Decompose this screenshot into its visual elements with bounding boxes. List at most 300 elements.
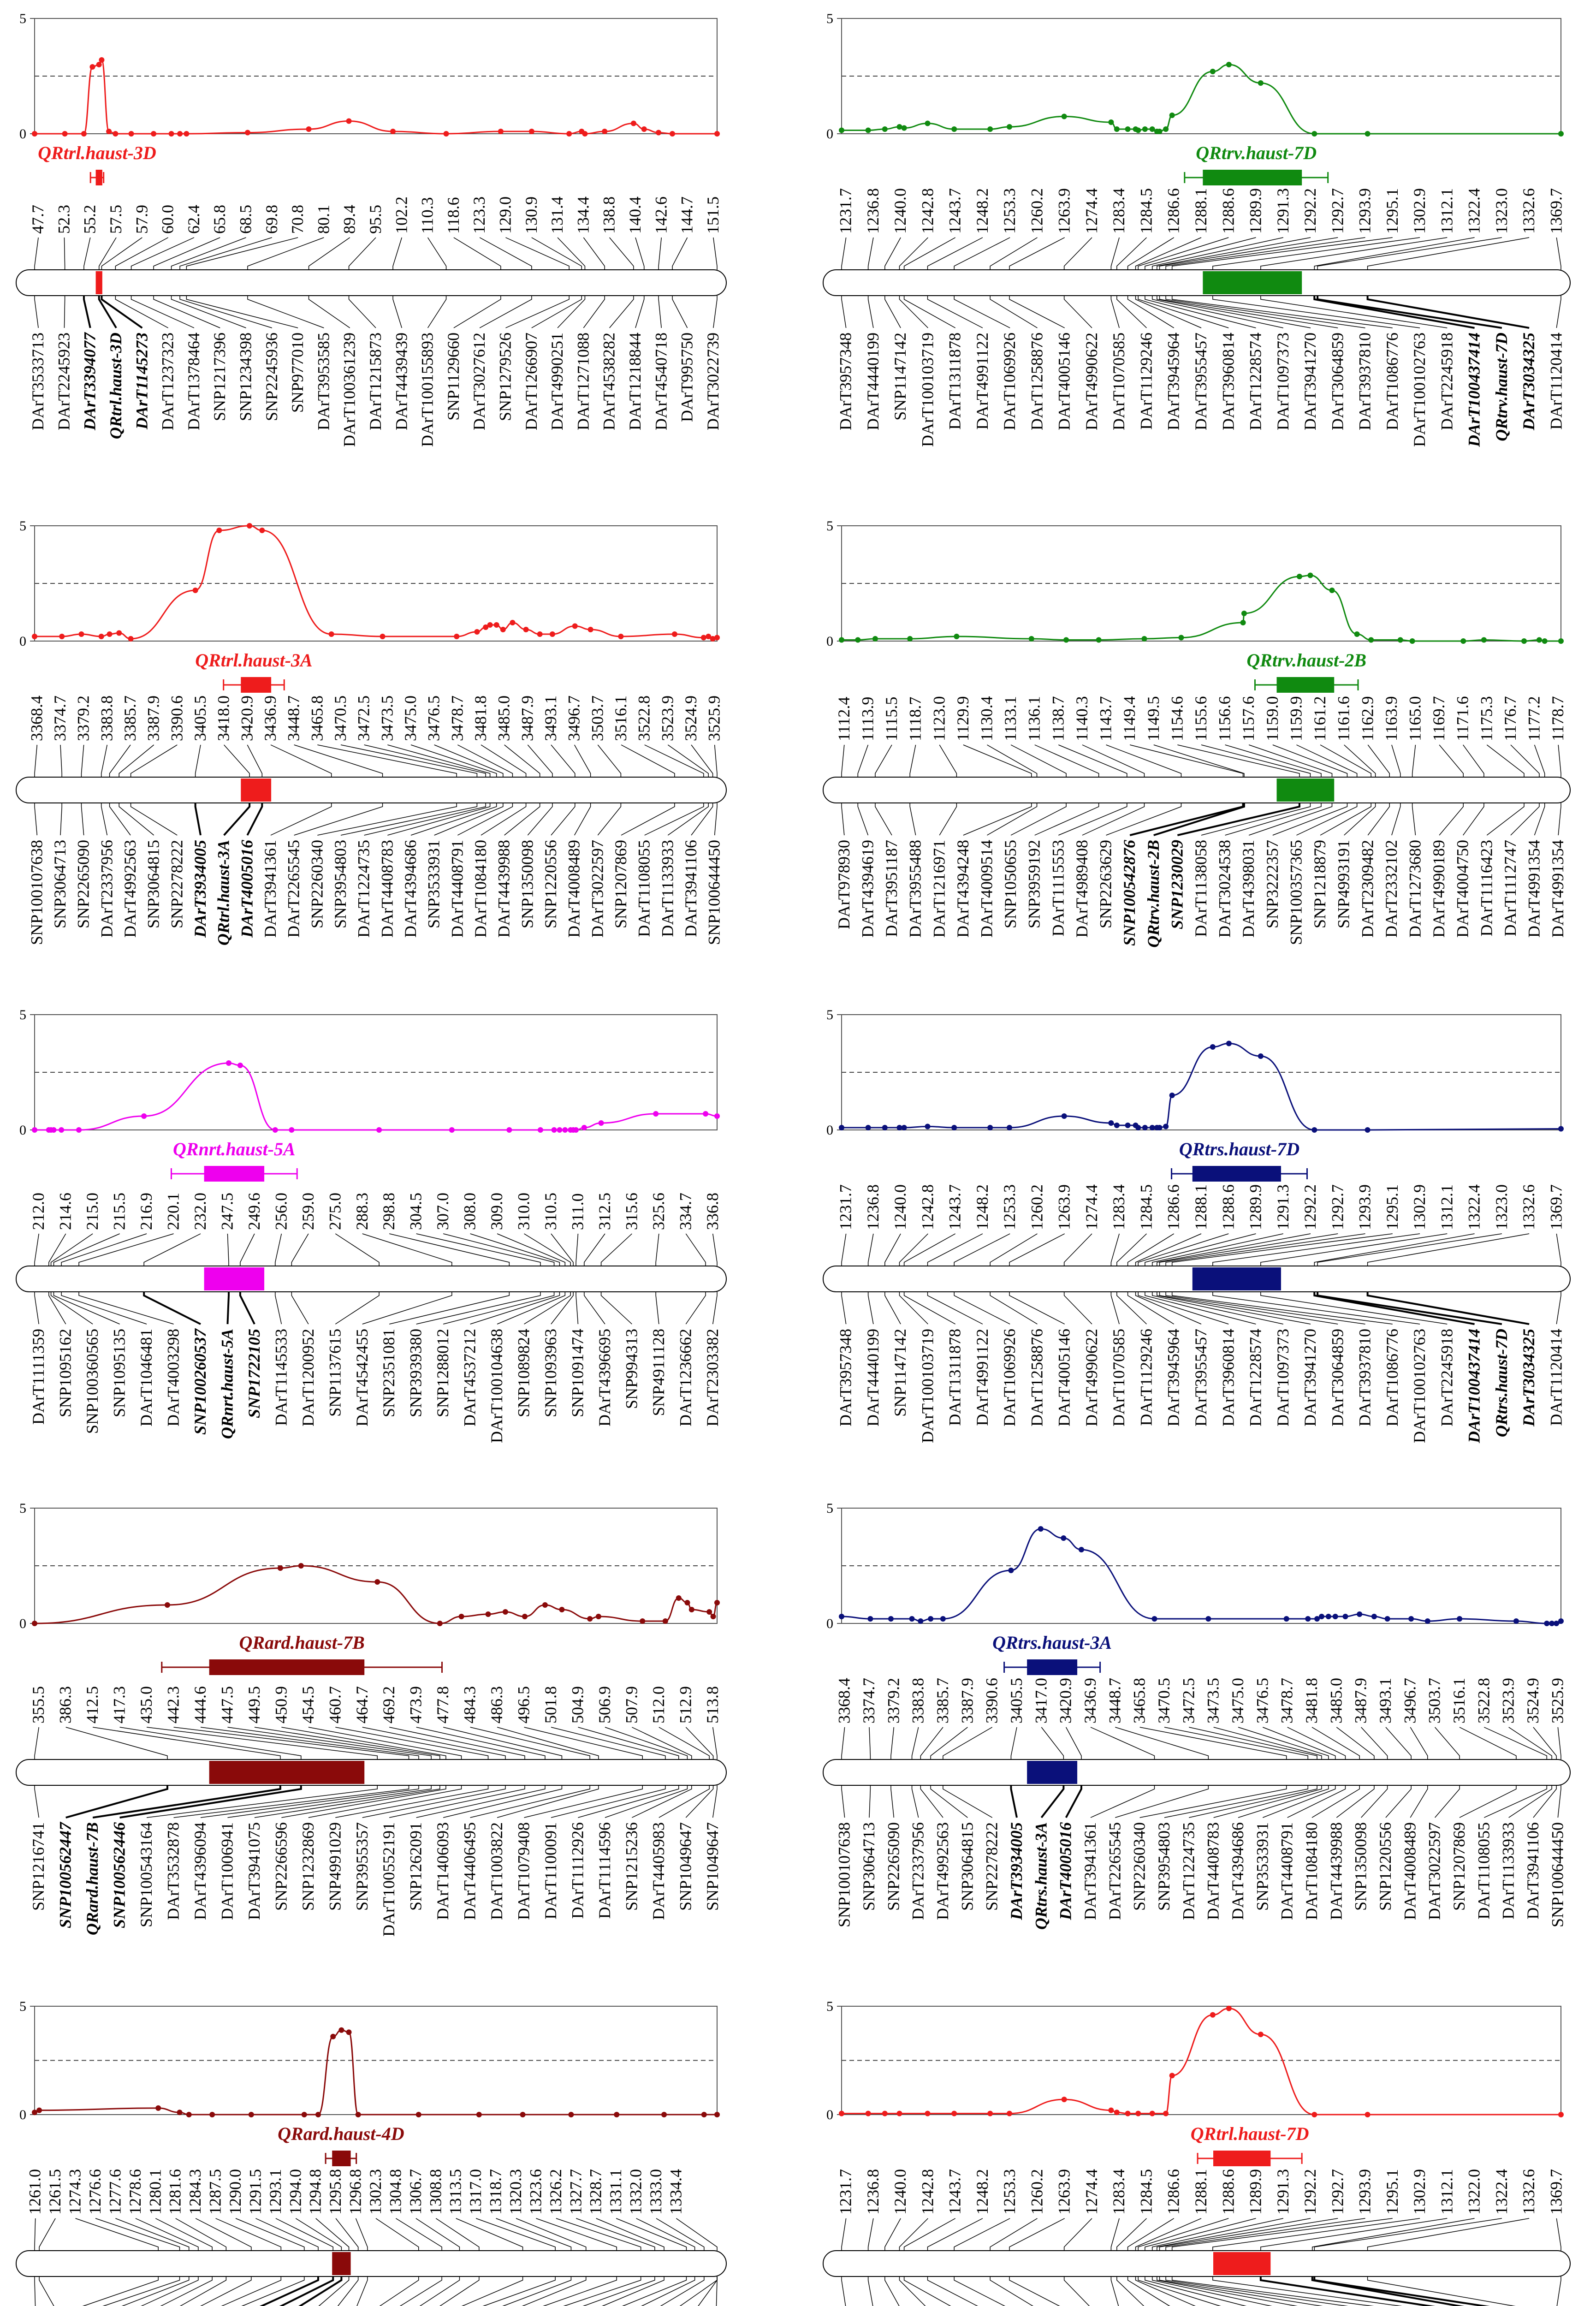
y-tick-label: 0 [826,2107,833,2122]
marker-leader [247,745,262,777]
marker-leader [1556,238,1561,270]
marker-name: DArT4990251 [548,333,567,430]
marker-position: 3374.7 [51,695,69,741]
chromosome [16,270,726,296]
lod-point [494,622,499,628]
marker-name: SNP1049647 [676,1822,695,1911]
marker-leader [576,1292,578,1324]
qtl-marker-label: QRtrs.haust-7D [1492,1329,1511,1438]
marker-leader [224,745,249,777]
marker-position: 275.0 [326,1193,344,1230]
marker-leader [990,1234,1037,1266]
marker-position: 1294.0 [286,2169,305,2215]
marker-name: DArT100552191 [380,1822,398,1937]
marker-leader [990,1292,1037,1324]
marker-position: 1243.7 [945,188,964,234]
marker-position: 310.5 [541,1193,560,1230]
marker-position: 3481.8 [1302,1678,1321,1724]
marker-name: DArT1258876 [1027,333,1046,430]
lod-point [113,131,118,137]
marker-position: 1253.3 [1000,2169,1019,2215]
marker-leader [35,2276,36,2306]
marker-leader [176,2218,226,2251]
lod-point [653,1111,659,1117]
lod-point [1142,126,1148,132]
lod-point [1558,638,1564,644]
marker-position: 3503.7 [1425,1678,1444,1724]
marker-position: 1288.1 [1192,1184,1210,1230]
marker-leader [899,1292,928,1324]
marker-leader [35,2218,36,2251]
marker-position: 1302.9 [1410,1184,1429,1230]
marker-leader [64,238,65,270]
marker-name: DArT4008489 [564,840,583,938]
marker-leader [1238,1727,1329,1759]
marker-position: 3524.9 [1524,1678,1542,1724]
marker-position: 1291.3 [1273,1184,1292,1230]
lod-point [1240,620,1246,625]
marker-leader [676,2276,717,2306]
lod-point [1169,113,1175,118]
marker-position: 3472.5 [1179,1678,1198,1724]
lod-point [1326,1614,1331,1619]
marker-leader [248,238,324,270]
marker-name: DArT100361239 [340,333,359,447]
marker-leader [713,296,717,328]
lod-point [237,1063,243,1068]
marker-position: 3465.8 [308,695,326,741]
marker-name: DArT2332102 [1382,840,1400,938]
marker-position: 1129.9 [953,696,972,741]
marker-position: 3476.5 [1253,1678,1272,1724]
marker-position: 1154.6 [1168,696,1187,741]
marker-leader [119,803,154,835]
marker-leader [939,803,956,835]
lod-point [1398,637,1403,643]
marker-position: 3379.2 [884,1678,903,1724]
lod-point [1125,2111,1131,2116]
marker-leader [411,745,497,777]
marker-position: 3485.0 [1327,1678,1346,1724]
marker-name: SNP3939380 [406,1329,425,1418]
marker-leader [954,238,1010,270]
marker-position: 298.8 [380,1193,398,1230]
marker-position: 3465.8 [1130,1678,1149,1724]
marker-name: DArT3953585 [314,333,333,430]
chromosome [16,777,726,803]
marker-position: 247.5 [218,1193,237,1230]
lod-curve [35,1566,717,1623]
marker-leader [656,1234,659,1266]
lod-point [1365,2112,1371,2117]
marker-name: SNP1279526 [496,333,515,422]
marker-position: 1289.9 [1246,188,1265,234]
marker-leader [1386,1785,1411,1818]
marker-leader [1011,745,1066,777]
marker-position: 62.4 [184,205,203,234]
lod-point [184,131,189,137]
marker-leader [842,745,844,777]
marker-leader [236,2218,304,2251]
marker-position: 1288.6 [1219,1184,1238,1230]
lod-point [706,1609,712,1615]
lod-point [550,631,555,637]
marker-leader [713,1292,717,1324]
marker-leader [1558,745,1561,777]
marker-leader [598,745,621,777]
lod-point [987,2111,993,2116]
lod-point [1141,636,1147,642]
marker-leader [35,296,38,328]
marker-position: 131.4 [548,196,567,234]
lod-point [209,2112,215,2117]
marker-leader [869,1785,870,1818]
chromosome-qtl-region [209,1761,365,1784]
marker-position: 1260.2 [1027,2169,1046,2215]
marker-leader [868,2218,873,2251]
marker-name: DArT1069926 [1000,1329,1019,1426]
marker-leader [224,803,249,835]
marker-leader [939,745,956,777]
qtl-title: QRnrt.haust-5A [173,1139,296,1159]
y-tick-label: 0 [19,634,26,649]
marker-position: 1274.3 [65,2169,84,2215]
marker-position: 1302.3 [366,2169,385,2215]
marker-leader [1164,1727,1308,1759]
lod-point [216,528,222,533]
marker-name: DArT4394686 [401,840,420,938]
lod-point [529,129,534,134]
lod-curve [842,1529,1561,1623]
marker-leader [899,238,928,270]
marker-leader [598,803,621,835]
marker-position: 1306.7 [406,2169,425,2215]
marker-position: 3503.7 [588,695,607,741]
marker-name: DArT1138058 [1192,840,1210,937]
lod-point [1521,638,1527,644]
lod-point [390,129,396,134]
marker-position: 220.1 [164,1193,183,1230]
marker-leader [416,1234,540,1266]
qtl-title: QRtrl.haust-3A [195,650,313,671]
marker-position: 1248.2 [973,2169,991,2215]
marker-name: DArT1200952 [298,1329,317,1426]
marker-leader [858,803,868,835]
marker-leader [1082,745,1145,777]
lod-curve [35,2030,717,2115]
marker-name: DArT3951187 [882,840,901,937]
marker-position: 1287.5 [206,2169,225,2215]
marker-name: DArT1218844 [625,333,644,430]
lod-point [128,636,134,642]
marker-name: DArT3034325 [1519,1329,1538,1427]
marker-leader [1011,1785,1017,1818]
marker-leader [276,2218,333,2251]
marker-position: 3473.5 [1204,1678,1222,1724]
marker-name: DArT3532878 [164,1822,183,1920]
marker-position: 1291.3 [1273,188,1292,234]
marker-name: DArT1129246 [1137,333,1156,430]
marker-name: SNP1137615 [326,1329,344,1417]
marker-position: 3374.7 [860,1678,878,1724]
lod-point [1319,1614,1324,1619]
marker-leader [954,2276,1010,2306]
marker-name: DArT2303382 [703,1329,722,1426]
marker-position: 1155.6 [1192,696,1210,741]
marker-name: DArT4439439 [392,333,411,430]
lod-point [640,1618,645,1624]
marker-leader [428,238,446,270]
marker-leader [470,1234,560,1266]
marker-position: 1322.4 [1492,2169,1511,2215]
marker-position: 102.2 [392,196,411,234]
marker-position: 1178.7 [1549,696,1567,741]
marker-leader [1509,1727,1552,1759]
lod-point [259,528,265,533]
marker-leader [291,1292,308,1324]
lod-point [1007,2111,1012,2116]
lod-point [614,2112,619,2117]
marker-leader [1066,1727,1081,1759]
marker-leader [481,803,526,835]
marker-leader [1160,2218,1338,2251]
marker-position: 1177.2 [1525,696,1543,741]
y-tick-label: 5 [826,1501,833,1516]
marker-name: SNP4991029 [326,1822,344,1911]
marker-leader [899,296,928,328]
y-tick-label: 0 [19,2107,26,2122]
marker-leader [713,1785,717,1818]
lod-point [474,629,480,635]
marker-position: 310.0 [514,1193,533,1230]
marker-name: DArT1311878 [945,1329,964,1426]
marker-leader [335,1292,379,1324]
marker-name: DArT100103719 [918,1329,937,1443]
marker-position: 1308.8 [426,2169,445,2215]
lod-point [62,131,68,137]
marker-leader [1064,2218,1092,2251]
marker-position: 334.7 [676,1193,695,1230]
lod-point [1007,1125,1012,1130]
marker-position: 3487.9 [518,695,537,741]
marker-leader [176,2276,226,2306]
marker-name: DArT1145533 [272,1329,291,1426]
chromosome [823,1759,1570,1785]
lod-point [866,128,871,133]
marker-name: SNP2260340 [308,840,326,929]
marker-position: 3379.2 [74,695,93,741]
chromosome-qtl-region [332,2252,350,2275]
marker-position: 89.4 [340,205,359,234]
marker-leader [686,1292,706,1324]
marker-name: DArT100102763 [1410,333,1429,447]
marker-leader [885,2218,901,2251]
marker-name: DArT4405983 [649,1822,668,1920]
chromosome-qtl-region [1027,1761,1077,1784]
marker-leader [1172,2218,1393,2251]
marker-leader [1435,1727,1460,1759]
marker-leader [1361,1785,1388,1818]
marker-name: DArT4394686 [1228,1822,1247,1920]
marker-leader [35,1292,39,1324]
marker-name: DArT4003298 [164,1329,183,1426]
marker-name: DArT100155893 [418,333,437,447]
marker-position: 232.0 [191,1193,209,1230]
marker-leader [1172,1234,1393,1266]
marker-position: 1263.9 [1055,1184,1074,1230]
marker-leader [115,296,168,328]
lod-curve [842,1044,1561,1130]
marker-leader [35,1727,39,1759]
lod-point [689,1607,694,1612]
lod-point [289,1127,294,1133]
marker-leader [119,745,154,777]
marker-name: DArT1097373 [1273,1329,1292,1426]
marker-name: DArT1228574 [1246,1329,1265,1426]
marker-leader [1261,2276,1447,2306]
marker-name: DArT4408791 [448,840,467,938]
interval-box [1277,677,1335,693]
marker-position: 1293.9 [1355,188,1374,234]
marker-name: DArT978930 [834,840,853,929]
marker-position: 454.5 [298,1686,317,1724]
marker-leader [39,2218,55,2251]
lod-point [116,630,122,636]
lod-point [855,637,860,643]
lod-curve [842,65,1561,134]
marker-position: 216.9 [137,1193,156,1230]
lod-point [278,1565,283,1571]
lod-point [596,1614,601,1619]
lod-point [169,131,174,137]
marker-position: 1333.0 [647,2169,665,2215]
marker-name: DArT2337956 [97,840,116,938]
marker-name: DArT2245918 [1437,1329,1456,1426]
lod-point [32,634,37,639]
lod-point [559,1607,564,1612]
marker-leader [95,2218,180,2251]
marker-leader [516,2218,586,2251]
marker-name: DArT1311878 [945,333,964,430]
marker-leader [227,1234,229,1266]
marker-name: SNP1050655 [1001,840,1020,929]
marker-leader [497,1785,599,1818]
marker-name: SNP100542876 [1120,840,1139,946]
panel-qrnrt-5a [16,1007,726,1443]
lod-point [882,1125,888,1130]
marker-leader [49,1234,66,1266]
marker-name: DArT4992563 [121,840,139,938]
lod-point [376,1127,382,1133]
marker-leader [551,1785,665,1818]
marker-name: DArT4398031 [1239,840,1258,938]
qtl-marker-label: QRtrv.haust-7D [1492,333,1511,441]
marker-position: 506.9 [595,1686,614,1724]
marker-name: DArT3064859 [1328,333,1347,430]
lod-point [896,124,902,130]
marker-leader [696,2276,717,2306]
marker-leader [842,803,844,835]
marker-position: 304.5 [406,1193,425,1230]
marker-leader [294,803,383,835]
marker-leader [1172,296,1393,328]
marker-position: 1322.0 [1465,2169,1483,2215]
marker-position: 1292.2 [1301,2169,1320,2215]
lod-point [587,1616,593,1622]
lod-point [1169,2073,1175,2078]
marker-position: 3385.7 [933,1678,952,1724]
marker-name: DArT1271088 [574,333,593,430]
marker-leader [294,745,383,777]
marker-leader [61,1234,147,1266]
marker-leader [583,296,605,328]
marker-leader [715,803,717,835]
lod-point [1125,1123,1131,1128]
marker-name: SNP2278222 [982,1822,1001,1911]
marker-position: 3476.5 [424,695,443,741]
lod-point [1544,1621,1549,1626]
marker-leader [101,296,142,328]
marker-position: 256.0 [272,1193,291,1230]
marker-position: 1295.1 [1382,2169,1401,2215]
marker-leader [115,238,168,270]
lod-point [1135,128,1141,133]
lod-point [36,2108,42,2113]
lod-point [1425,1618,1430,1624]
marker-position: 3516.1 [1450,1678,1468,1724]
lod-point [888,1616,894,1622]
marker-leader [349,296,376,328]
marker-name: SNP3533931 [1253,1822,1272,1911]
y-tick-label: 0 [19,1123,26,1138]
lod-point [925,2111,931,2116]
marker-leader [1410,1727,1427,1759]
marker-name: DArT1046481 [137,1329,156,1426]
marker-name: DArT1228574 [1246,333,1265,430]
marker-position: 1123.0 [930,696,949,741]
marker-name: DArT100437414 [1465,1329,1483,1444]
panel-qrtrv-7d [823,11,1570,447]
marker-leader [551,745,575,777]
lod-point [711,1614,716,1619]
marker-position: 1140.3 [1072,696,1091,741]
lod-point [1371,1614,1377,1619]
marker-position: 1274.4 [1082,188,1101,234]
marker-leader [668,745,708,777]
marker-name: DArT3937810 [1355,1329,1374,1426]
marker-leader [227,1292,229,1324]
marker-leader [335,1234,379,1266]
marker-name: DArT995750 [677,333,696,422]
marker-name: DArT4440199 [863,1329,882,1426]
marker-name: DArT1237323 [158,333,177,430]
marker-position: 1323.0 [1492,1184,1511,1230]
y-tick-label: 0 [19,126,26,142]
lod-point [1169,1093,1175,1098]
marker-position: 1242.8 [918,2169,937,2215]
marker-position: 69.8 [262,205,281,234]
lod-point [940,1616,946,1622]
marker-position: 57.5 [107,205,125,234]
marker-position: 512.0 [649,1686,668,1724]
marker-leader [842,238,846,270]
marker-position: 1326.2 [546,2169,565,2215]
marker-position: 513.8 [703,1686,722,1724]
marker-leader [610,238,634,270]
marker-position: 1162.9 [1358,696,1377,741]
marker-leader [35,745,37,777]
marker-name: SNP1207869 [1450,1822,1468,1911]
